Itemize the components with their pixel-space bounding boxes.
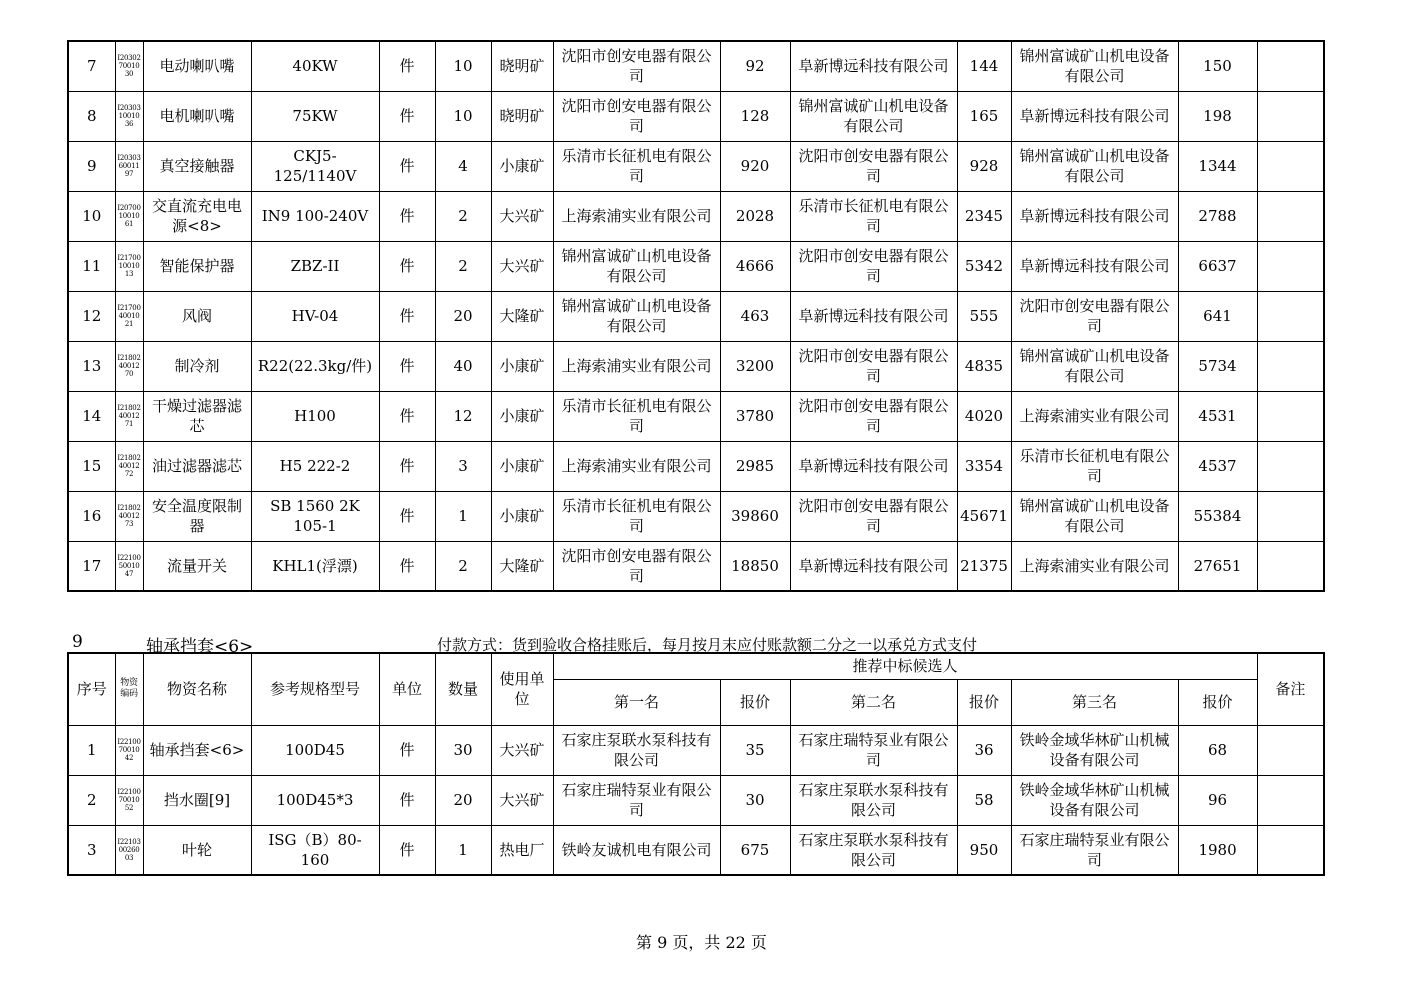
material-name-cell: 风阀: [143, 291, 251, 341]
first-candidate-cell: 上海索浦实业有限公司: [553, 191, 720, 241]
header-name: 物资名称: [143, 653, 251, 725]
unit-cell: 件: [379, 775, 435, 825]
first-candidate-cell: 沈阳市创安电器有限公司: [553, 541, 720, 591]
second-price-cell: 165: [957, 91, 1011, 141]
unit-cell: 件: [379, 41, 435, 91]
remark-cell: [1257, 775, 1324, 825]
first-candidate-cell: 乐清市长征机电有限公司: [553, 391, 720, 441]
unit-cell: 件: [379, 541, 435, 591]
using-unit-cell: 小康矿: [491, 341, 553, 391]
quantity-cell: 40: [435, 341, 491, 391]
table-row: [68, 775, 1324, 825]
material-code-cell: I2170040010 21: [115, 291, 143, 341]
quantity-cell: 2: [435, 191, 491, 241]
quantity-cell: 1: [435, 491, 491, 541]
material-name-cell: 电机喇叭嘴: [143, 91, 251, 141]
quantity-cell: 1: [435, 825, 491, 875]
material-name-cell: 干燥过滤器滤芯: [143, 391, 251, 441]
item-table-upper: [67, 40, 1325, 592]
header-spec: 参考规格型号: [251, 653, 379, 725]
first-price-cell: 35: [720, 725, 790, 775]
second-price-cell: 21375: [957, 541, 1011, 591]
third-price-cell: 55384: [1178, 491, 1257, 541]
spec-model-cell: HV-04: [251, 291, 379, 341]
second-price-cell: 2345: [957, 191, 1011, 241]
first-price-cell: 128: [720, 91, 790, 141]
first-price-cell: 2985: [720, 441, 790, 491]
material-code-cell: I2210050010 47: [115, 541, 143, 591]
table-row: [68, 441, 1324, 491]
item-table-lower-body: [68, 725, 1324, 875]
material-name-cell: 流量开关: [143, 541, 251, 591]
remark-cell: [1257, 91, 1324, 141]
second-candidate-cell: 锦州富诚矿山机电设备有限公司: [790, 91, 957, 141]
using-unit-cell: 大兴矿: [491, 191, 553, 241]
header-user: 使用单位: [491, 653, 553, 725]
third-candidate-cell: 锦州富诚矿山机电设备有限公司: [1011, 491, 1178, 541]
first-candidate-cell: 上海索浦实业有限公司: [553, 441, 720, 491]
material-name-cell: 安全温度限制器: [143, 491, 251, 541]
material-code-cell: I2180240012 71: [115, 391, 143, 441]
third-candidate-cell: 沈阳市创安电器有限公司: [1011, 291, 1178, 341]
second-price-cell: 950: [957, 825, 1011, 875]
third-price-cell: 27651: [1178, 541, 1257, 591]
spec-model-cell: H5 222-2: [251, 441, 379, 491]
second-candidate-cell: 沈阳市创安电器有限公司: [790, 391, 957, 441]
third-candidate-cell: 阜新博远科技有限公司: [1011, 91, 1178, 141]
quantity-cell: 3: [435, 441, 491, 491]
material-code-cell: I2210070010 52: [115, 775, 143, 825]
header-second: 第二名: [790, 679, 957, 725]
unit-cell: 件: [379, 825, 435, 875]
unit-cell: 件: [379, 341, 435, 391]
remark-cell: [1257, 491, 1324, 541]
first-price-cell: 463: [720, 291, 790, 341]
spec-model-cell: 100D45: [251, 725, 379, 775]
spec-model-cell: IN9 100-240V: [251, 191, 379, 241]
third-price-cell: 198: [1178, 91, 1257, 141]
remark-cell: [1257, 191, 1324, 241]
second-price-cell: 144: [957, 41, 1011, 91]
quantity-cell: 20: [435, 291, 491, 341]
using-unit-cell: 大隆矿: [491, 291, 553, 341]
material-name-cell: 轴承挡套<6>: [143, 725, 251, 775]
unit-cell: 件: [379, 725, 435, 775]
header-first: 第一名: [553, 679, 720, 725]
table-row: [68, 41, 1324, 91]
header-unit: 单位: [379, 653, 435, 725]
spec-model-cell: ZBZ-II: [251, 241, 379, 291]
quantity-cell: 2: [435, 541, 491, 591]
material-code-cell: I2180240012 73: [115, 491, 143, 541]
row-number-cell: 12: [68, 291, 115, 341]
remark-cell: [1257, 41, 1324, 91]
third-candidate-cell: 上海索浦实业有限公司: [1011, 391, 1178, 441]
unit-cell: 件: [379, 391, 435, 441]
material-code-cell: I2030310010 36: [115, 91, 143, 141]
first-price-cell: 3200: [720, 341, 790, 391]
remark-cell: [1257, 541, 1324, 591]
spec-model-cell: 75KW: [251, 91, 379, 141]
header-third: 第三名: [1011, 679, 1178, 725]
header-price2: 报价: [957, 679, 1011, 725]
quantity-cell: 10: [435, 41, 491, 91]
first-price-cell: 3780: [720, 391, 790, 441]
item-table-upper-body: [68, 41, 1324, 591]
using-unit-cell: 小康矿: [491, 391, 553, 441]
row-number-cell: 15: [68, 441, 115, 491]
second-candidate-cell: 沈阳市创安电器有限公司: [790, 491, 957, 541]
third-price-cell: 4537: [1178, 441, 1257, 491]
second-candidate-cell: 石家庄泵联水泵科技有限公司: [790, 825, 957, 875]
second-price-cell: 928: [957, 141, 1011, 191]
first-candidate-cell: 石家庄泵联水泵科技有限公司: [553, 725, 720, 775]
second-price-cell: 4835: [957, 341, 1011, 391]
material-code-cell: I2170010010 13: [115, 241, 143, 291]
quantity-cell: 30: [435, 725, 491, 775]
table-row: [68, 391, 1324, 441]
table-row: [68, 241, 1324, 291]
row-number-cell: 7: [68, 41, 115, 91]
unit-cell: 件: [379, 491, 435, 541]
first-candidate-cell: 锦州富诚矿山机电设备有限公司: [553, 291, 720, 341]
second-candidate-cell: 沈阳市创安电器有限公司: [790, 241, 957, 291]
quantity-cell: 20: [435, 775, 491, 825]
third-price-cell: 5734: [1178, 341, 1257, 391]
third-candidate-cell: 锦州富诚矿山机电设备有限公司: [1011, 341, 1178, 391]
row-number-cell: 17: [68, 541, 115, 591]
remark-cell: [1257, 241, 1324, 291]
first-candidate-cell: 乐清市长征机电有限公司: [553, 141, 720, 191]
third-candidate-cell: 铁岭金域华林矿山机械设备有限公司: [1011, 725, 1178, 775]
header-row-top: [68, 653, 1324, 679]
third-candidate-cell: 乐清市长征机电有限公司: [1011, 441, 1178, 491]
third-candidate-cell: 阜新博远科技有限公司: [1011, 191, 1178, 241]
quantity-cell: 10: [435, 91, 491, 141]
spec-model-cell: 40KW: [251, 41, 379, 91]
second-candidate-cell: 石家庄泵联水泵科技有限公司: [790, 775, 957, 825]
using-unit-cell: 小康矿: [491, 491, 553, 541]
first-price-cell: 920: [720, 141, 790, 191]
spec-model-cell: SB 1560 2K 105-1: [251, 491, 379, 541]
third-candidate-cell: 上海索浦实业有限公司: [1011, 541, 1178, 591]
row-number-cell: 14: [68, 391, 115, 441]
row-number-cell: 13: [68, 341, 115, 391]
table-row: [68, 191, 1324, 241]
row-number-cell: 11: [68, 241, 115, 291]
second-price-cell: 45671: [957, 491, 1011, 541]
using-unit-cell: 大兴矿: [491, 725, 553, 775]
using-unit-cell: 晓明矿: [491, 91, 553, 141]
using-unit-cell: 晓明矿: [491, 41, 553, 91]
second-price-cell: 36: [957, 725, 1011, 775]
row-number-cell: 16: [68, 491, 115, 541]
second-candidate-cell: 阜新博远科技有限公司: [790, 291, 957, 341]
material-code-cell: I2180240012 70: [115, 341, 143, 391]
third-price-cell: 4531: [1178, 391, 1257, 441]
third-price-cell: 96: [1178, 775, 1257, 825]
unit-cell: 件: [379, 91, 435, 141]
first-candidate-cell: 石家庄瑞特泵业有限公司: [553, 775, 720, 825]
material-code-cell: I2070010010 61: [115, 191, 143, 241]
using-unit-cell: 大兴矿: [491, 775, 553, 825]
second-price-cell: 3354: [957, 441, 1011, 491]
first-price-cell: 39860: [720, 491, 790, 541]
material-name-cell: 电动喇叭嘴: [143, 41, 251, 91]
unit-cell: 件: [379, 191, 435, 241]
second-price-cell: 555: [957, 291, 1011, 341]
first-price-cell: 18850: [720, 541, 790, 591]
header-no: 序号: [68, 653, 115, 725]
first-candidate-cell: 锦州富诚矿山机电设备有限公司: [553, 241, 720, 291]
third-price-cell: 6637: [1178, 241, 1257, 291]
spec-model-cell: ISG（B）80-160: [251, 825, 379, 875]
table-row: [68, 141, 1324, 191]
second-price-cell: 4020: [957, 391, 1011, 441]
remark-cell: [1257, 725, 1324, 775]
material-code-cell: I2210300260 03: [115, 825, 143, 875]
using-unit-cell: 热电厂: [491, 825, 553, 875]
material-name-cell: 挡水圈[9]: [143, 775, 251, 825]
first-price-cell: 30: [720, 775, 790, 825]
remark-cell: [1257, 391, 1324, 441]
header-qty: 数量: [435, 653, 491, 725]
third-price-cell: 1980: [1178, 825, 1257, 875]
header-price3: 报价: [1178, 679, 1257, 725]
using-unit-cell: 小康矿: [491, 141, 553, 191]
section-number: 9: [72, 632, 83, 652]
spec-model-cell: KHL1(浮漂): [251, 541, 379, 591]
row-number-cell: 3: [68, 825, 115, 875]
second-candidate-cell: 沈阳市创安电器有限公司: [790, 341, 957, 391]
material-code-cell: I2030360011 97: [115, 141, 143, 191]
first-candidate-cell: 铁岭友诚机电有限公司: [553, 825, 720, 875]
second-candidate-cell: 阜新博远科技有限公司: [790, 541, 957, 591]
first-candidate-cell: 沈阳市创安电器有限公司: [553, 91, 720, 141]
header-recommend: 推荐中标候选人: [553, 653, 1257, 679]
spec-model-cell: CKJ5-125/1140V: [251, 141, 379, 191]
quantity-cell: 2: [435, 241, 491, 291]
first-candidate-cell: 上海索浦实业有限公司: [553, 341, 720, 391]
quantity-cell: 12: [435, 391, 491, 441]
third-price-cell: 2788: [1178, 191, 1257, 241]
first-price-cell: 92: [720, 41, 790, 91]
third-candidate-cell: 石家庄瑞特泵业有限公司: [1011, 825, 1178, 875]
third-price-cell: 1344: [1178, 141, 1257, 191]
unit-cell: 件: [379, 141, 435, 191]
third-candidate-cell: 阜新博远科技有限公司: [1011, 241, 1178, 291]
second-candidate-cell: 乐清市长征机电有限公司: [790, 191, 957, 241]
material-name-cell: 油过滤器滤芯: [143, 441, 251, 491]
using-unit-cell: 大兴矿: [491, 241, 553, 291]
row-number-cell: 10: [68, 191, 115, 241]
unit-cell: 件: [379, 241, 435, 291]
table-row: [68, 291, 1324, 341]
first-candidate-cell: 乐清市长征机电有限公司: [553, 491, 720, 541]
remark-cell: [1257, 341, 1324, 391]
second-candidate-cell: 沈阳市创安电器有限公司: [790, 141, 957, 191]
remark-cell: [1257, 141, 1324, 191]
item-table-lower: [67, 652, 1325, 876]
third-price-cell: 641: [1178, 291, 1257, 341]
row-number-cell: 1: [68, 725, 115, 775]
second-candidate-cell: 阜新博远科技有限公司: [790, 441, 957, 491]
remark-cell: [1257, 825, 1324, 875]
payment-terms: 付款方式：货到验收合格挂账后，每月按月末应付账款额二分之一以承兑方式支付: [437, 636, 978, 654]
material-code-cell: I2210070010 42: [115, 725, 143, 775]
row-number-cell: 9: [68, 141, 115, 191]
first-price-cell: 675: [720, 825, 790, 875]
section-title: 轴承挡套<6>: [146, 637, 254, 657]
header-note: 备注: [1257, 653, 1324, 725]
second-price-cell: 58: [957, 775, 1011, 825]
third-price-cell: 68: [1178, 725, 1257, 775]
third-candidate-cell: 锦州富诚矿山机电设备有限公司: [1011, 41, 1178, 91]
table-row: [68, 725, 1324, 775]
remark-cell: [1257, 291, 1324, 341]
material-name-cell: 真空接触器: [143, 141, 251, 191]
first-candidate-cell: 沈阳市创安电器有限公司: [553, 41, 720, 91]
remark-cell: [1257, 441, 1324, 491]
table-row: [68, 541, 1324, 591]
material-code-cell: I2180240012 72: [115, 441, 143, 491]
spec-model-cell: 100D45*3: [251, 775, 379, 825]
material-name-cell: 叶轮: [143, 825, 251, 875]
using-unit-cell: 小康矿: [491, 441, 553, 491]
third-candidate-cell: 锦州富诚矿山机电设备有限公司: [1011, 141, 1178, 191]
first-price-cell: 2028: [720, 191, 790, 241]
using-unit-cell: 大隆矿: [491, 541, 553, 591]
unit-cell: 件: [379, 441, 435, 491]
first-price-cell: 4666: [720, 241, 790, 291]
header-price1: 报价: [720, 679, 790, 725]
row-number-cell: 2: [68, 775, 115, 825]
unit-cell: 件: [379, 291, 435, 341]
row-number-cell: 8: [68, 91, 115, 141]
second-candidate-cell: 阜新博远科技有限公司: [790, 41, 957, 91]
spec-model-cell: H100: [251, 391, 379, 441]
table-row: [68, 491, 1324, 541]
header-code: 物资编码: [115, 653, 143, 725]
table-row: [68, 825, 1324, 875]
material-code-cell: I2030270010 30: [115, 41, 143, 91]
quantity-cell: 4: [435, 141, 491, 191]
table-row: [68, 91, 1324, 141]
third-price-cell: 150: [1178, 41, 1257, 91]
table-row: [68, 341, 1324, 391]
second-price-cell: 5342: [957, 241, 1011, 291]
third-candidate-cell: 铁岭金域华林矿山机械设备有限公司: [1011, 775, 1178, 825]
spec-model-cell: R22(22.3kg/件): [251, 341, 379, 391]
material-name-cell: 交直流充电电源<8>: [143, 191, 251, 241]
second-candidate-cell: 石家庄瑞特泵业有限公司: [790, 725, 957, 775]
page-footer: 第 9 页，共 22 页: [636, 933, 767, 952]
material-name-cell: 制冷剂: [143, 341, 251, 391]
material-name-cell: 智能保护器: [143, 241, 251, 291]
